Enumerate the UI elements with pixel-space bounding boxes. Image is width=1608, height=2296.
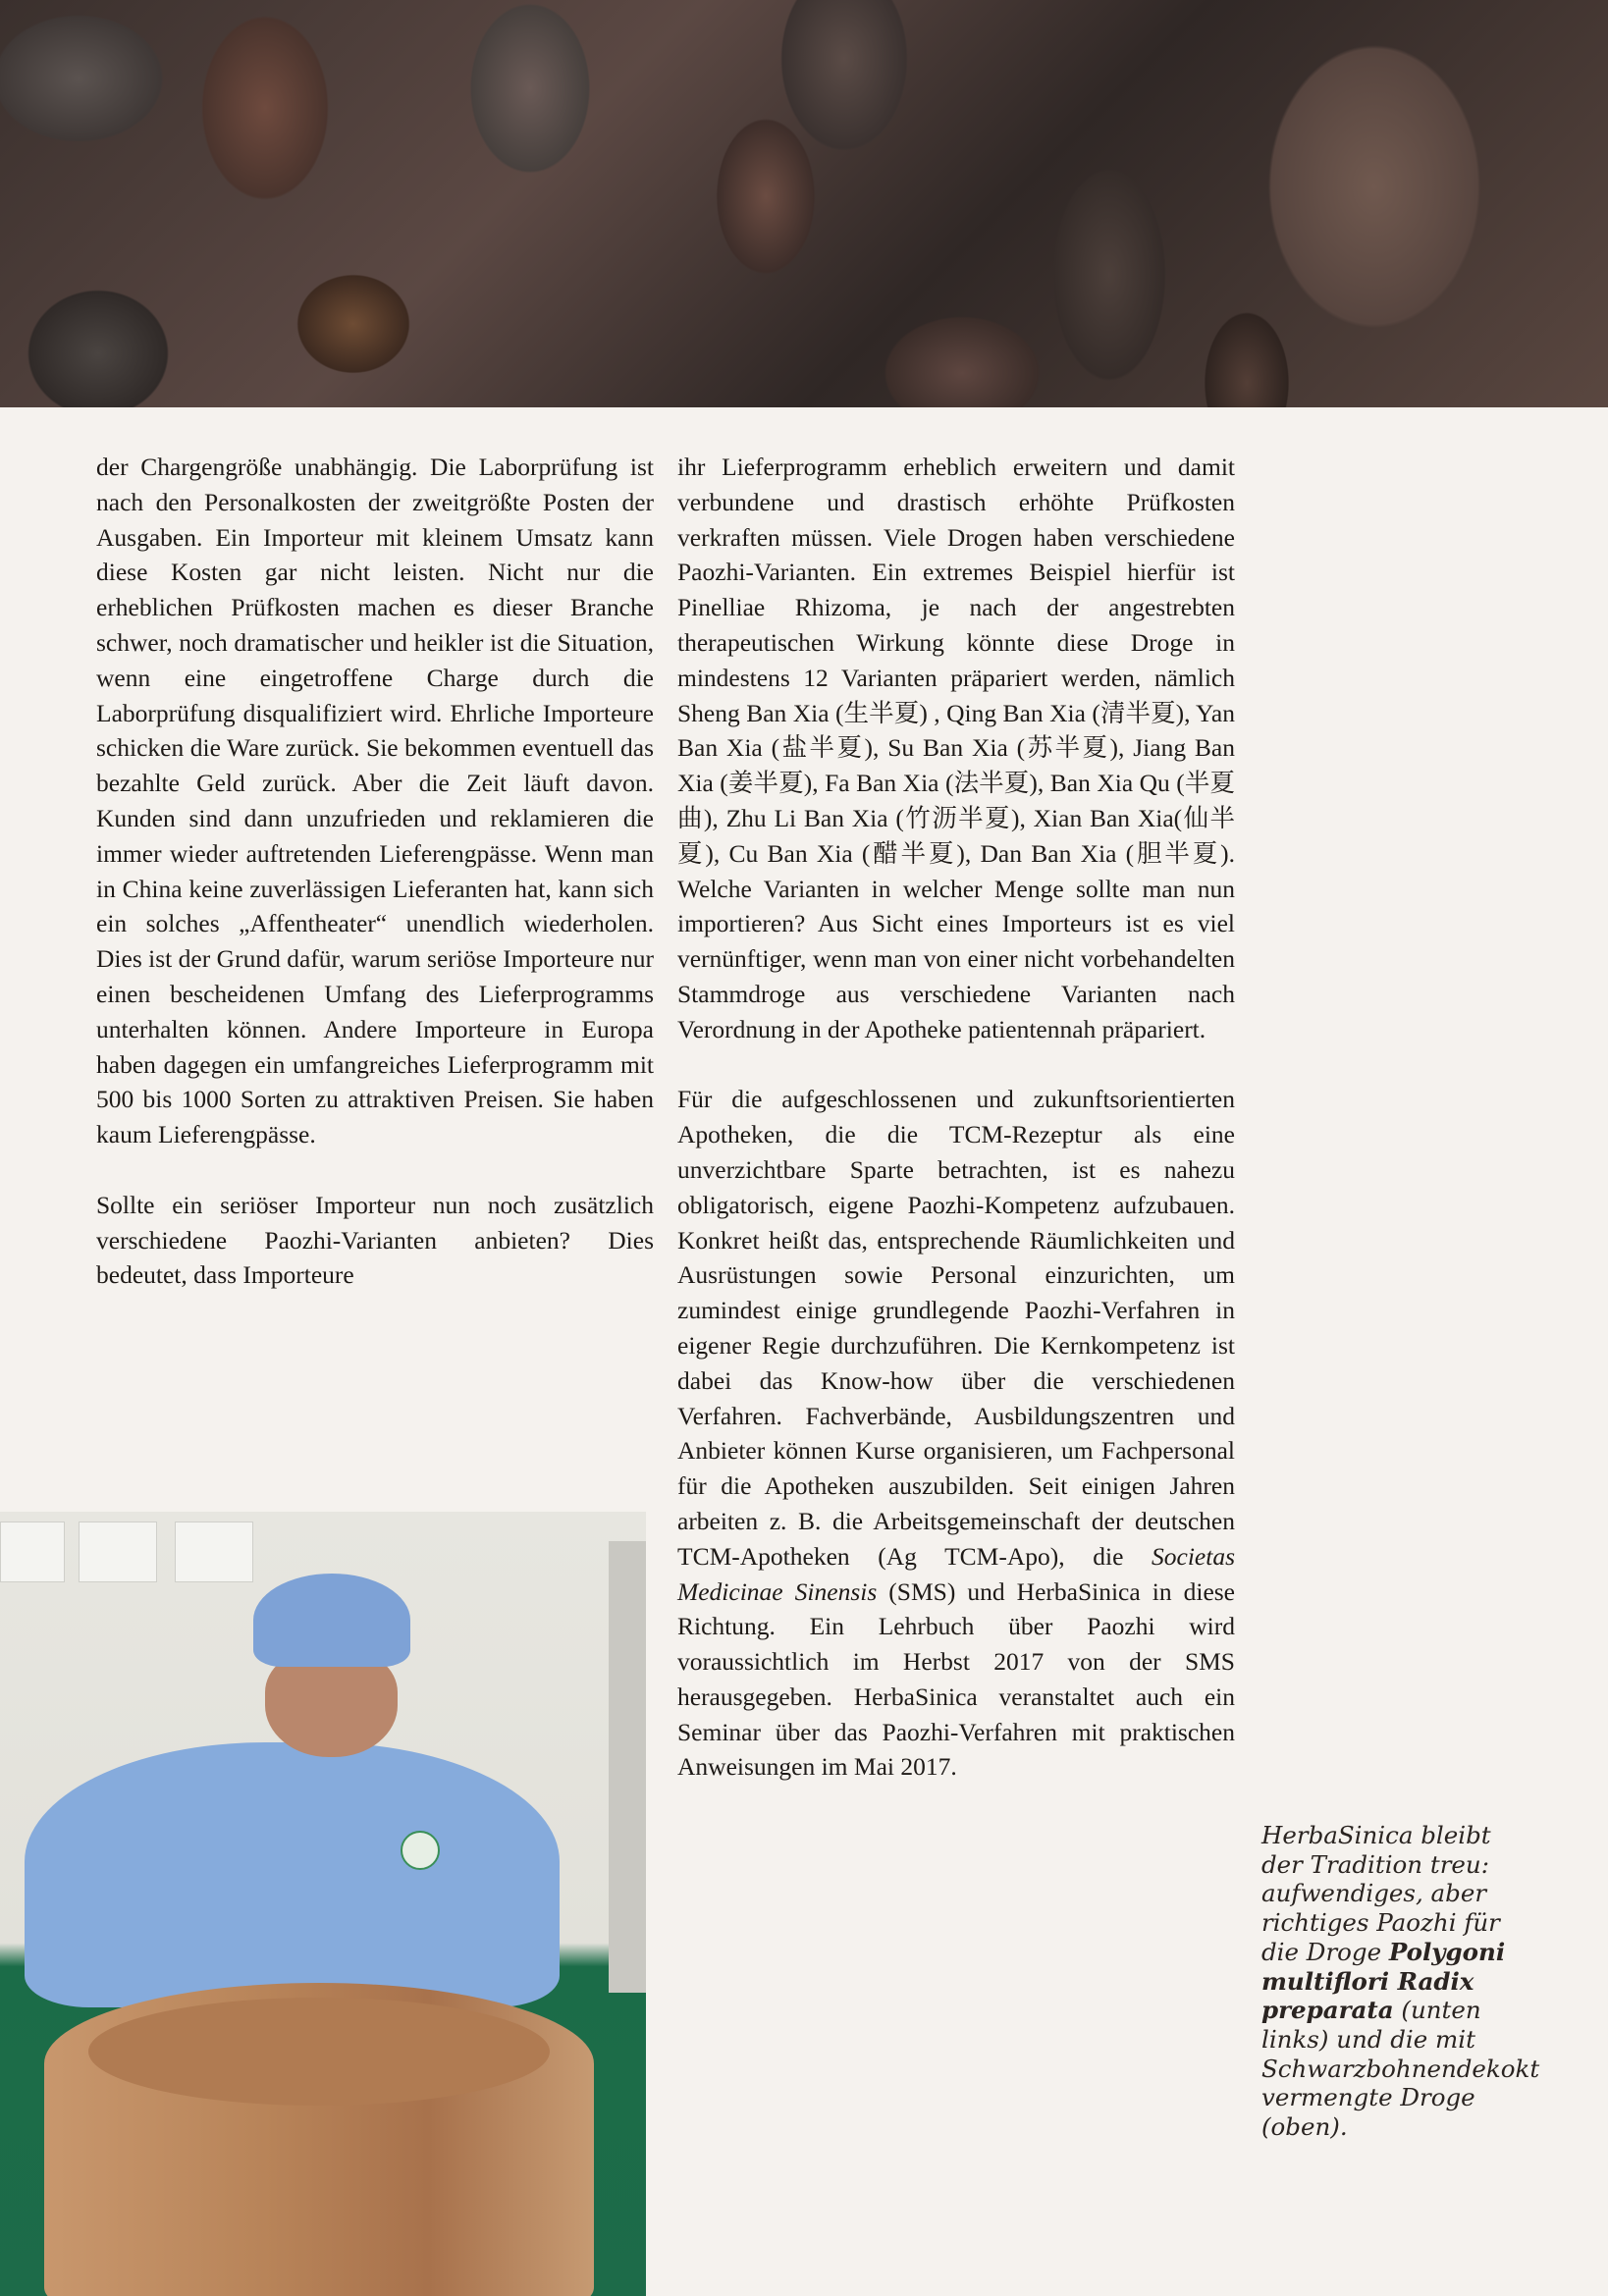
- text-column-middle: [677, 450, 1235, 1785]
- paragraph: Sollte ein seriöser Importeur nun noch zusätzlich verschiedene Paozhi-Varianten anbieten? Dies bedeutet, dass Importeure: [96, 1190, 654, 1290]
- machine: [609, 1541, 646, 1993]
- paragraph: ihr Lieferprogramm erheblich erweitern und damit verbundene und drastisch erhöhte Prüfkosten verkraften müssen. Viele Drogen haben verschiedene Paozhi-Varianten. Ein extremes Beispiel hierfür ist Pinelliae Rhizoma, je nach der angestrebten therapeutischen Wirkung könnte diese Droge in mindestens 12 Varianten präpariert werden, nämlich Sheng Ban Xia (生半夏) , Qing Ban Xia (清半夏), Yan Ban Xia (盐半夏), Su Ban Xia (苏半夏), Jiang Ban Xia (姜半夏), Fa Ban Xia (法半夏), Ban Xia Qu (半夏曲), Zhu Li Ban Xia (竹沥半夏), Xian Ban Xia(仙半夏), Cu Ban Xia (醋半夏), Dan Ban Xia (胆半夏). Welche Varianten in welcher Menge sollte man nun importieren? Aus Sicht eines Importeurs ist es viel vernünftiger, wenn man von einer nicht vorbehandelten Stammdroge aus verschiedene Varianten nach Verordnung in der Apotheke patientennah präpariert.: [677, 453, 1235, 1043]
- wall-poster: [175, 1522, 253, 1582]
- top-photo-herbal-roots: [0, 0, 1608, 407]
- worker-cap: [253, 1574, 410, 1667]
- caption-text: HerbaSinica bleibt der Tradition treu: aufwendiges, aber richtiges Paozhi für die Droge: [1261, 1821, 1500, 1966]
- paragraph-text: Für die aufgeschlossenen und zukunftsorientierten Apotheken, die die TCM-Rezeptur als eine unverzichtbare Sparte betrachten, ist es nahezu obligatorisch, eigene Paozhi-Kompetenz aufzubauen. Konkret heißt das, entsprechende Räumlichkeiten und Ausrüstungen sowie Personal einzurichten, um zumindest einige grundlegende Paozhi-Verfahren in eigener Regie durchzuführen. Die Kernkompetenz ist dabei das Know-how über die verschiedenen Verfahren. Fachverbände, Ausbildungszentren und Anbieter können Kurse organisieren, um Fachpersonal für die Apotheken auszubilden. Seit einigen Jahren arbeiten z. B. die Arbeitsgemeinschaft der deutschen TCM-Apotheken (Ag TCM-Apo), die: [677, 1085, 1235, 1571]
- badge-logo-icon: [401, 1831, 440, 1870]
- paragraph-text: (SMS) und HerbaSinica in diese Richtung. Ein Lehrbuch über Paozhi wird voraussichtlich im Herbst 2017 von der SMS herausgegeben. HerbaSinica veranstaltet auch ein Seminar über das Paozhi-Verfahren mit praktischen Anweisungen im Mai 2017.: [677, 1576, 1236, 1782]
- caption-text: (unten links) und die mit Schwarzbohnendekokt vermengte Droge (oben).: [1261, 1996, 1540, 2142]
- photo-worker-paozhi: [0, 1512, 646, 2296]
- wall-poster: [79, 1522, 157, 1582]
- wall-poster: [0, 1522, 65, 1582]
- text-column-left: [96, 450, 654, 1293]
- bucket-interior: [88, 1998, 550, 2106]
- organization-name-italic: Societas Medicinae Sinensis: [677, 1541, 1235, 1606]
- caption-latin-name: Polygoni multiflori Radix preparata: [1261, 1937, 1506, 2025]
- paragraph: [677, 1082, 1235, 1785]
- paragraph: der Chargengröße unabhängig. Die Laborprüfung ist nach den Personalkosten der zweitgrößte Posten der Ausgaben. Ein Importeur mit kleinem Umsatz kann diese Kosten gar nicht leisten. Nicht nur die erheblichen Prüfkosten machen es dieser Branche schwer, noch dramatischer und heikler ist die Situation, wenn eine eingetroffene Charge durch die Laborprüfung disqualifiziert wird. Ehrliche Importeure schicken die Ware zurück. Sie bekommen eventuell das bezahlte Geld zurück. Aber die Zeit läuft davon. Kunden sind dann unzufrieden und reklamieren die immer wieder auftretenden Lieferengpässe. Wenn man in China keine zuverlässigen Lieferanten hat, kann sich ein solches „Affentheater“ unendlich wiederholen. Dies ist der Grund dafür, warum seriöse Importeure nur einen bescheidenen Umfang des Lieferprogramms unterhalten können. Andere Importeure in Europa haben dagegen ein umfangreiches Lieferprogramm mit 500 bis 1000 Sorten zu attraktiven Preisen. Sie haben kaum Lieferengpässe.: [96, 453, 654, 1149]
- photo-caption: [1261, 1821, 1540, 2142]
- worker-body: [25, 1742, 560, 2007]
